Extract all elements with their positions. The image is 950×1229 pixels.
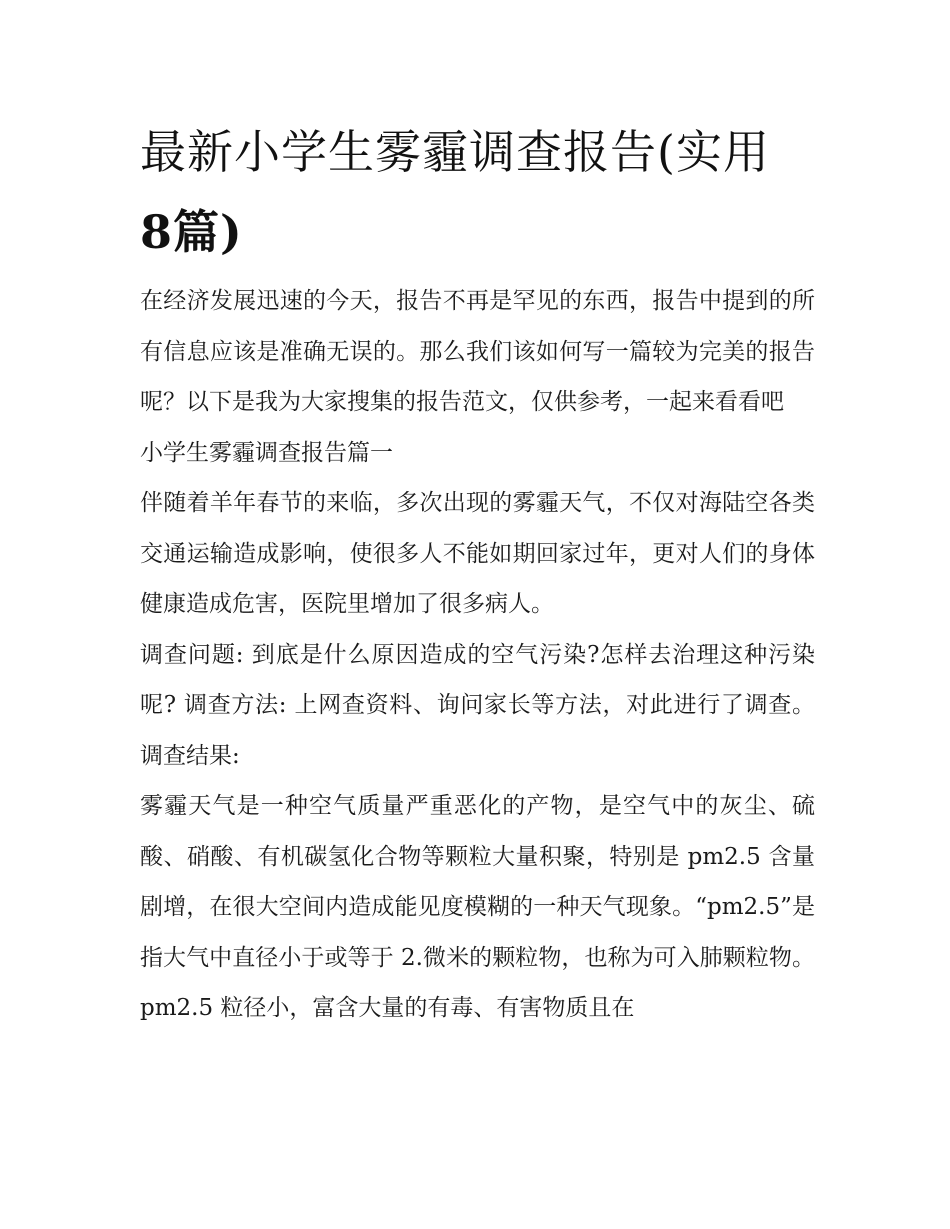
document-title-main: 最新小学生雾霾调查报告(实用 [140,125,770,179]
intro-paragraph: 在经济发展迅速的今天，报告不再是罕见的东西，报告中提到的所有信息应该是准确无误的。那么我们该如何写一篇较为完美的报告呢？以下是我为大家搜集的报告范文，仅供参考，一起来看看吧 [140,288,815,415]
body-paragraph: 调查问题: 到底是什么原因造成的空气污染?怎样去治理这种污染呢? 调查方法: 上网查资料、询问家长等方法，对此进行了调查。 调查结果: [140,641,815,769]
section-heading: 小学生雾霾调查报告篇一 [140,439,393,466]
document-body [140,276,815,1034]
body-paragraph: 伴随着羊年春节的来临，多次出现的雾霾天气，不仅对海陆空各类交通运输造成影响，使很多人不能如期回家过年，更对人们的身体健康造成危害，医院里增加了很多病人。 [140,490,815,617]
body-paragraph: 雾霾天气是一种空气质量严重恶化的产物，是空气中的灰尘、硫酸、硝酸、有机碳氢化合物等颗粒大量积聚，特别是 pm2.5 含量剧增，在很大空间内造成能见度模糊的一种天气现象。“pm2.5”是指大气中直径小于或等于 2.微米的颗粒物，也称为可入肺颗粒物。pm2.5 粒径小，富含大量的有毒、有害物质且在 [140,793,815,1021]
document-title-count: 8篇) [140,205,243,259]
document-title [140,112,820,272]
